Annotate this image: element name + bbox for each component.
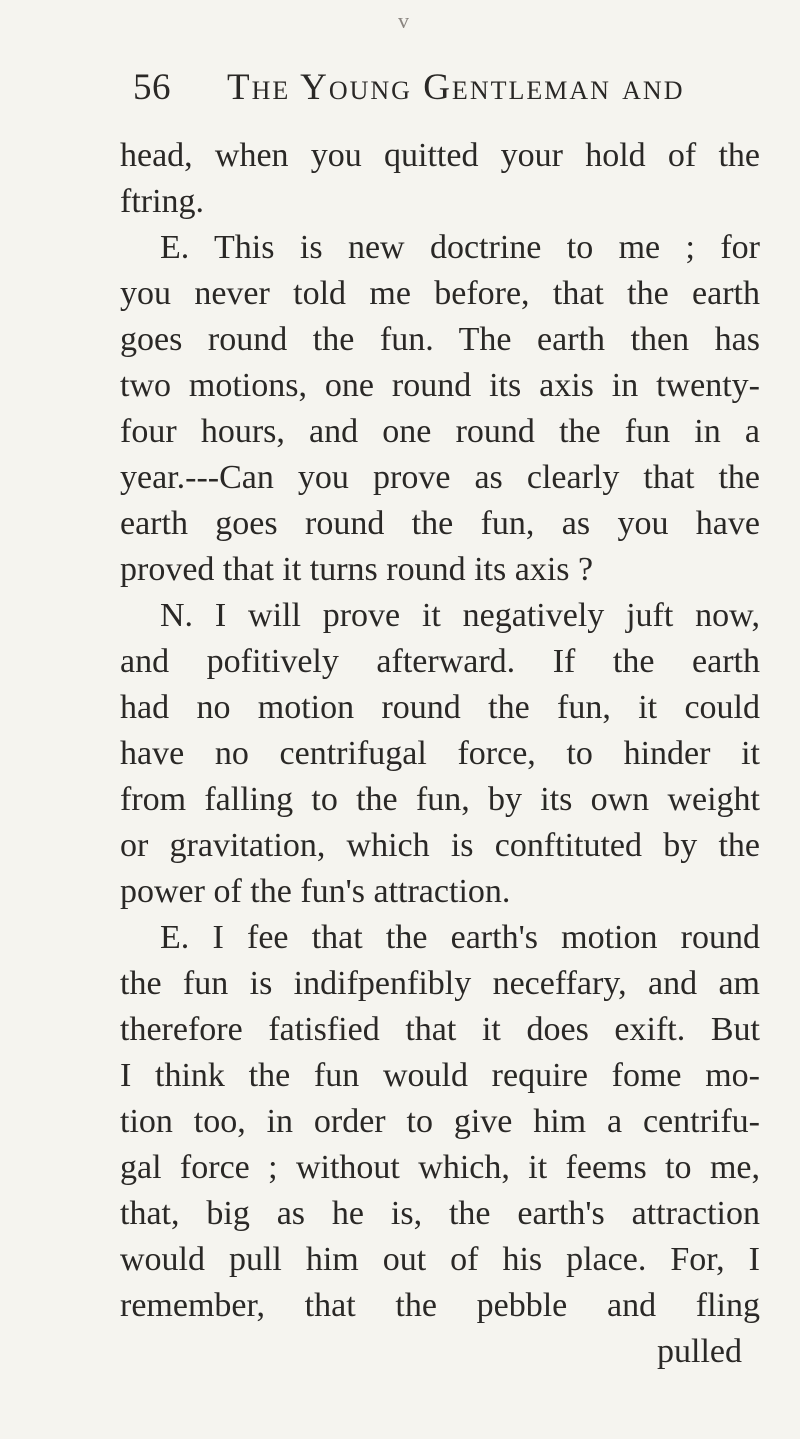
text-line: that, big as he is, the earth's attraction — [120, 1195, 760, 1232]
text-line: or gravitation, which is conftituted by the — [120, 827, 760, 864]
text-line: remember, that the pebble and fling — [120, 1287, 760, 1324]
text-line: year.---Can you prove as clearly that the — [120, 459, 760, 496]
text-line: gal force ; without which, it feems to me, — [120, 1149, 760, 1186]
catchword: pulled — [657, 1333, 742, 1370]
text-line: and pofitively afterward. If the earth — [120, 643, 760, 680]
text-line: earth goes round the fun, as you have — [120, 505, 760, 542]
text-line: you never told me before, that the earth — [120, 275, 760, 312]
text-line: two motions, one round its axis in twenty- — [120, 367, 760, 404]
text-line: would pull him out of his place. For, I — [120, 1241, 760, 1278]
text-line: from falling to the fun, by its own weight — [120, 781, 760, 818]
text-line: proved that it turns round its axis ? — [120, 551, 594, 588]
text-line: tion too, in order to give him a centrifu- — [120, 1103, 760, 1140]
text-line: head, when you quitted your hold of the — [120, 137, 760, 174]
running-title: The Young Gentleman and — [227, 67, 685, 108]
text-line: have no centrifugal force, to hinder it — [120, 735, 760, 772]
text-line: goes round the fun. The earth then has — [120, 321, 760, 358]
page-mark: v — [398, 8, 409, 33]
text-line: ftring. — [120, 183, 205, 220]
text-line: had no motion round the fun, it could — [120, 689, 760, 726]
text-line: four hours, and one round the fun in a — [120, 413, 760, 450]
text-line: therefore fatisfied that it does exift. But — [120, 1011, 760, 1048]
text-line: N. I will prove it negatively juft now, — [160, 597, 760, 634]
text-line: I think the fun would require fome mo- — [120, 1057, 760, 1094]
text-line: E. This is new doctrine to me ; for — [160, 229, 760, 266]
page-number: 56 — [133, 67, 171, 108]
text-line: the fun is indifpenfibly neceffary, and am — [120, 965, 760, 1002]
body-text — [120, 133, 760, 1375]
text-line: power of the fun's attraction. — [120, 873, 511, 910]
text-line: E. I fee that the earth's motion round — [160, 919, 760, 956]
